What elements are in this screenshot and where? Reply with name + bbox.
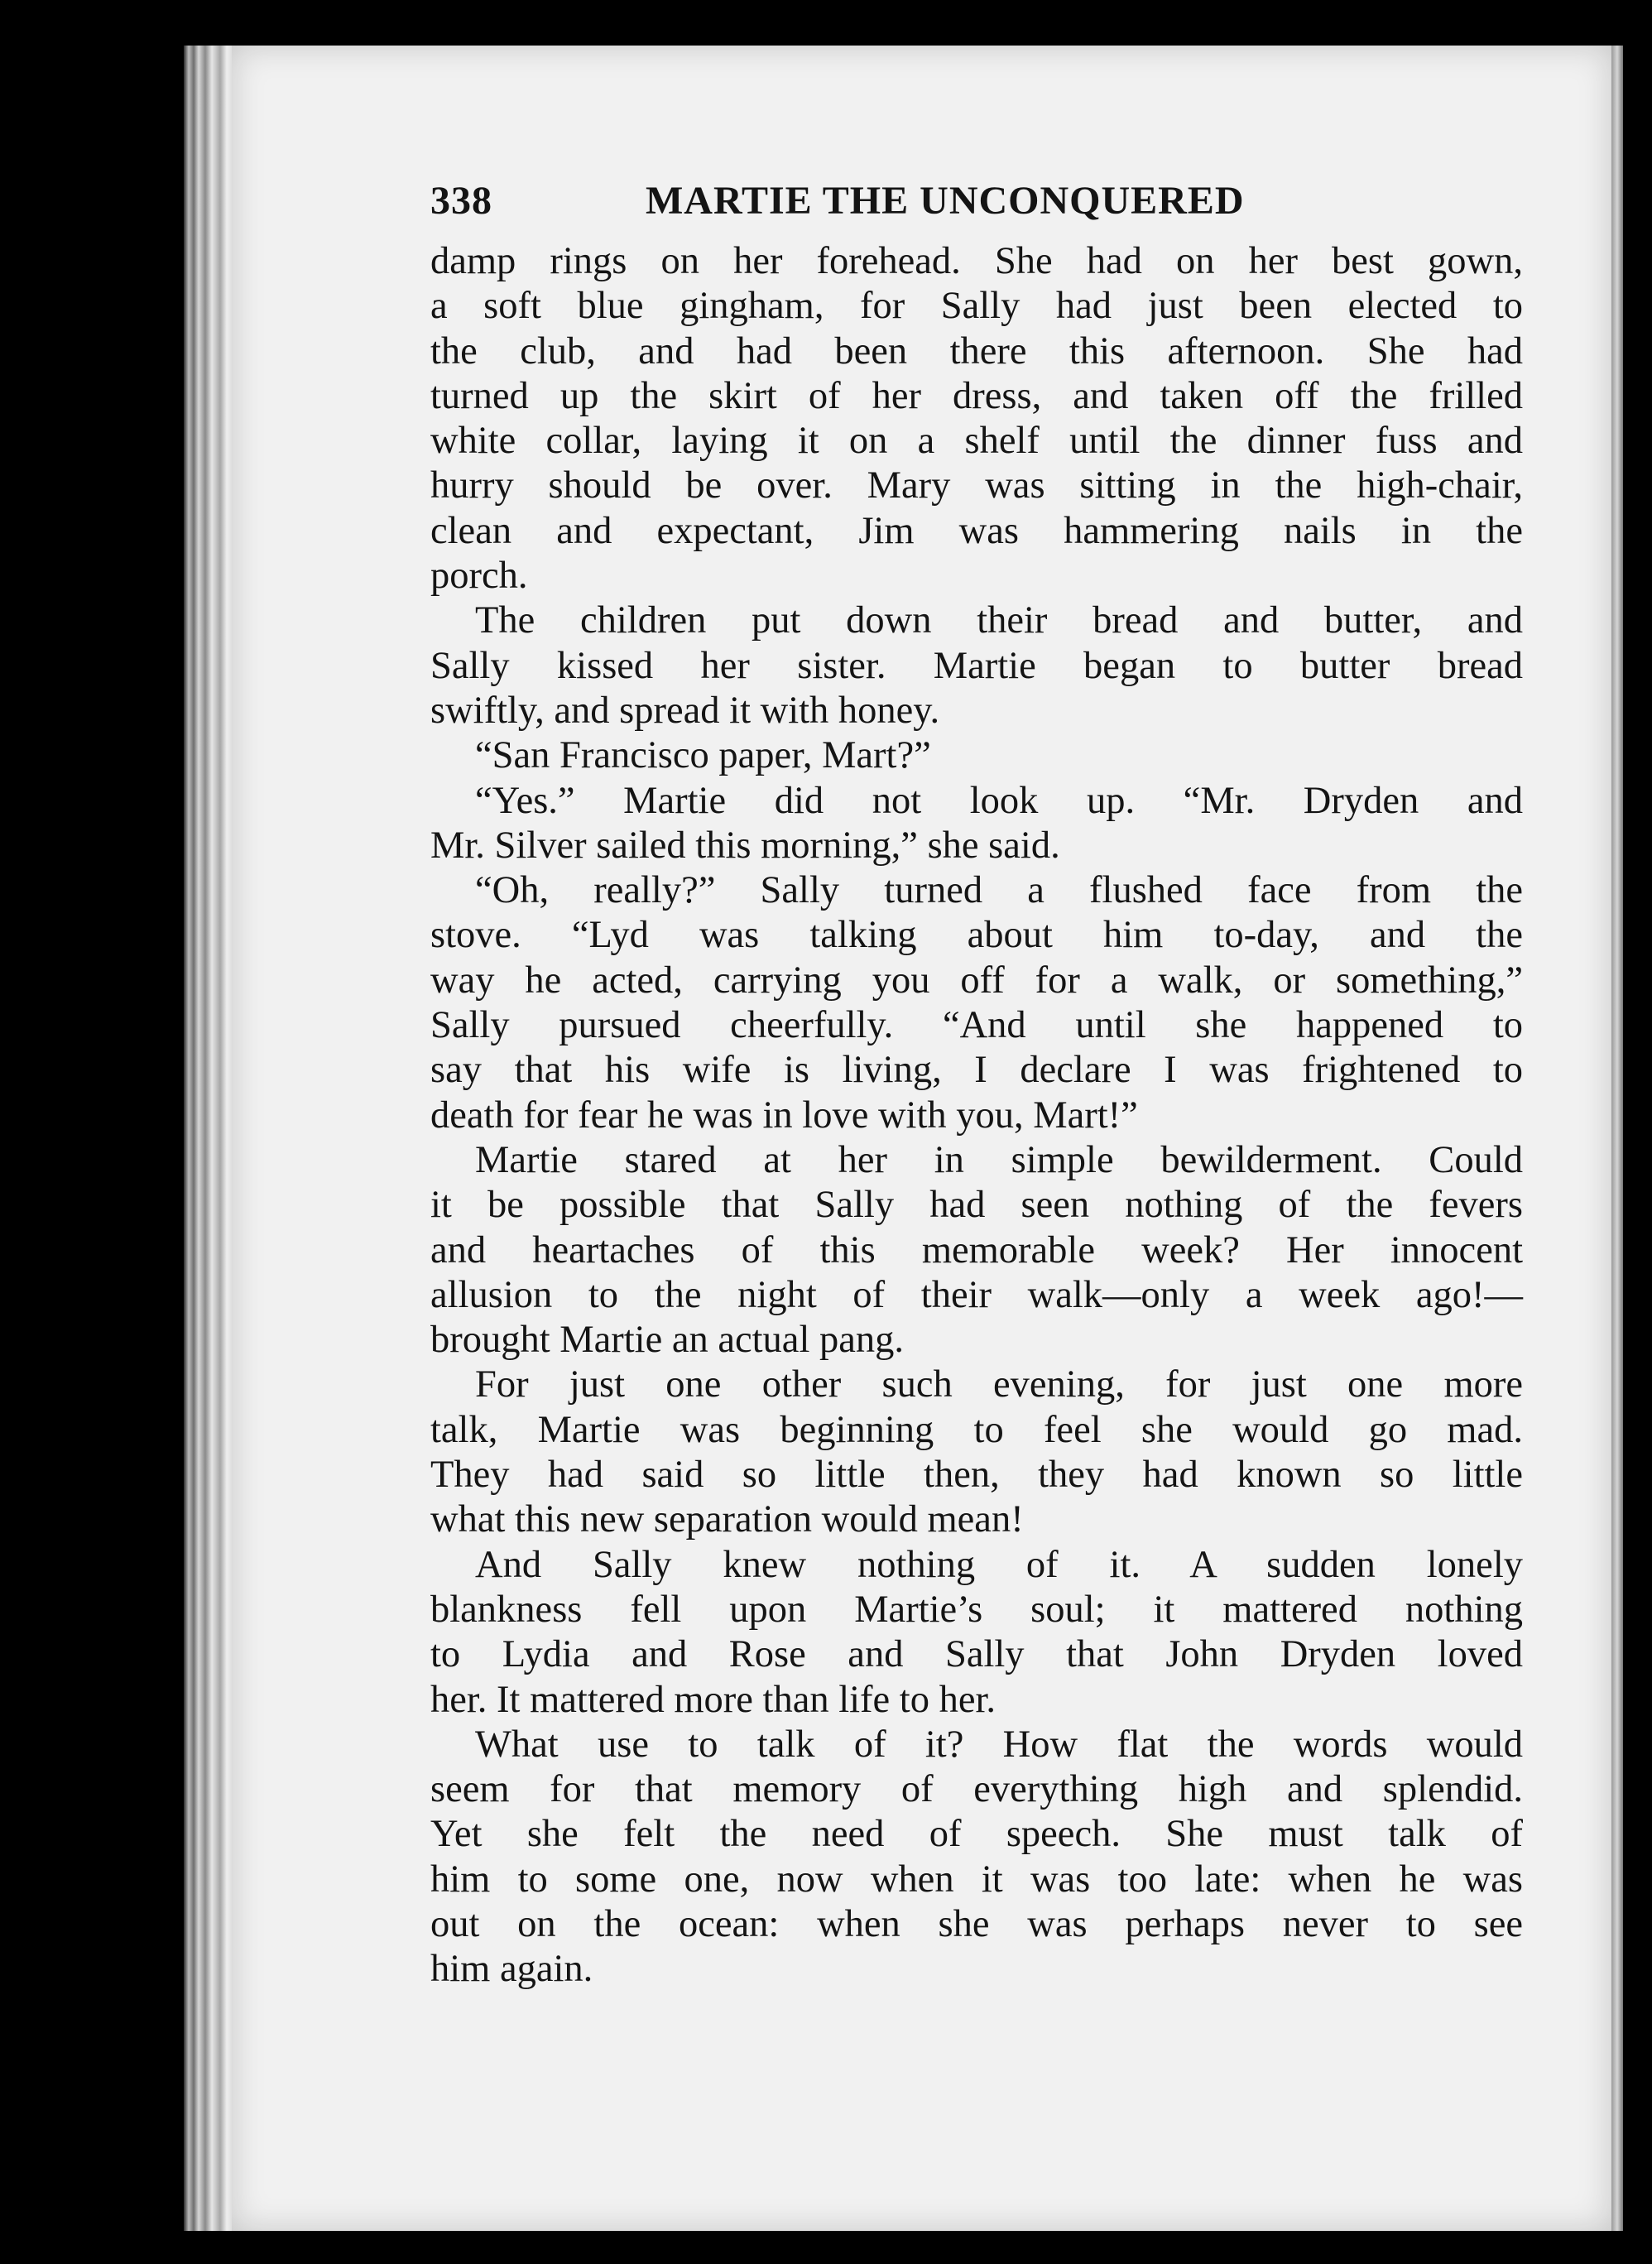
text-line: what this new separation would mean! [430,1498,1024,1541]
text-line: seem for that memory of everything high and splendid. [430,1768,1523,1811]
text-line: Yet she felt the need of speech. She must talk of [430,1813,1523,1856]
text-line: clean and expectant, Jim was hammering nails in the [430,509,1523,552]
text-line: way he acted, carrying you off for a walk, or something,” [430,959,1523,1002]
text-line: “Oh, really?” Sally turned a flushed face from the [475,869,1523,912]
text-line: porch. [430,555,528,598]
text-line: and heartaches of this memorable week? Her innocent [430,1228,1523,1271]
text-line: him again. [430,1948,593,1991]
text-line: him to some one, now when it was too late: when he was [430,1858,1523,1901]
text-line: white collar, laying it on a shelf until the dinner fuss and [430,420,1523,463]
text-line: “San Francisco paper, Mart?” [475,734,931,777]
text-line: stove. “Lyd was talking about him to-day, and the [430,914,1523,957]
text-line: swiftly, and spread it with honey. [430,689,940,732]
text-line: “Yes.” Martie did not look up. “Mr. Dryden and [475,779,1523,822]
text-block [430,170,1523,1992]
text-line: Martie stared at her in simple bewilderment. Could [475,1138,1523,1181]
text-line: Mr. Silver sailed this morning,” she said. [430,824,1060,867]
text-line: turned up the skirt of her dress, and taken off the frilled [430,374,1523,417]
text-line: blankness fell upon Martie’s soul; it mattered nothing [430,1588,1523,1631]
text-line: And Sally knew nothing of it. A sudden lonely [475,1543,1523,1586]
text-line: talk, Martie was beginning to feel she would go mad. [430,1408,1523,1451]
text-line: a soft blue gingham, for Sally had just been elected to [430,285,1523,328]
text-line: out on the ocean: when she was perhaps never to see [430,1902,1523,1945]
text-line: death for fear he was in love with you, Mart!” [430,1094,1138,1137]
text-line: For just one other such evening, for just one more [475,1363,1523,1406]
text-line: hurry should be over. Mary was sitting in the high-chair, [430,464,1523,507]
text-line: it be possible that Sally had seen nothing of the fevers [430,1184,1523,1227]
text-line: to Lydia and Rose and Sally that John Dryden loved [430,1633,1523,1676]
text-line: damp rings on her forehead. She had on her best gown, [430,240,1523,282]
text-line: her. It mattered more than life to her. [430,1678,996,1721]
text-line: The children put down their bread and butter, and [475,599,1523,642]
text-line: They had said so little then, they had known so little [430,1454,1523,1497]
book-title: MARTIE THE UNCONQUERED [646,179,1245,223]
text-line: say that his wife is living, I declare I was frightened to [430,1049,1523,1092]
body-text [430,239,1523,1992]
page-edge-stack [184,46,233,2231]
text-line: What use to talk of it? How flat the words would [475,1723,1523,1766]
text-line: allusion to the night of their walk—only a week ago!— [430,1273,1523,1316]
text-line: Sally pursued cheerfully. “And until she happened to [430,1004,1523,1047]
text-line: the club, and had been there this afternoon. She had [430,329,1523,373]
running-head [430,170,1523,233]
page-number: 338 [430,179,492,223]
text-line: brought Martie an actual pang. [430,1319,905,1362]
page-right-edge [1611,46,1623,2231]
text-line: Sally kissed her sister. Martie began to butter bread [430,644,1523,687]
